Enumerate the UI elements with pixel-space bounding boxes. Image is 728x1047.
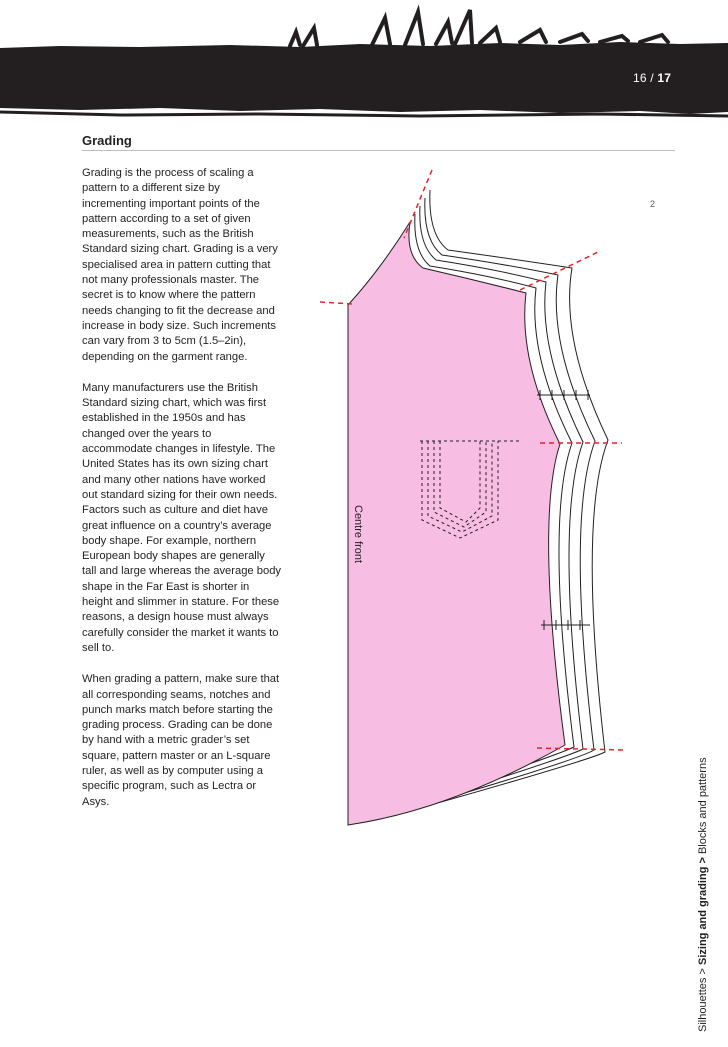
breadcrumb: Silhouettes > Sizing and grading > Blocks and patterns <box>697 757 709 1032</box>
header-band <box>0 0 728 130</box>
figure-number: 2 <box>650 199 656 209</box>
paragraph: Grading is the process of scaling a pattern to a different size by incrementing important points of the pattern according to a set of given measurements, such as the British Standard sizing chart. Grading is a very specialised area in pattern cutting that not many professionals master. The secret is to know where the pattern needs changing to fit the decrease and increase in body size. Such increments can vary from 3 to 5cm (1.5–2in), depending on the garment range. <box>82 167 278 363</box>
grading-pattern-diagram <box>300 160 640 840</box>
paragraph: When grading a pattern, make sure that all corresponding seams, notches and punch marks match before starting the grading process. Grading can be done by hand with a metric grader’s set square, pattern master or an L-square ruler, as well as by computer using a specific program, such as Lectra or Asys. <box>82 673 280 808</box>
paragraph: Many manufacturers use the British Standard sizing chart, which was first established in the 1950s and has changed over the years to accommodate changes in lifestyle. The United States has its own sizing chart and many other nations have worked out standard sizing for their own needs. Factors such as culture and diet have great influence on a country’s average body shape. For example, northern European body shapes are generally tall and large whereas the average body shape in the Far East is shorter in height and slimmer in stature. For these reasons, a design house must always carefully consider the market it wants to sell to. <box>82 381 282 654</box>
page-number: 16 / 17 <box>633 71 672 85</box>
body-text <box>82 166 282 826</box>
section-title: Grading <box>82 133 132 148</box>
title-divider <box>82 150 675 151</box>
centre-front-label: Centre front <box>352 505 364 564</box>
